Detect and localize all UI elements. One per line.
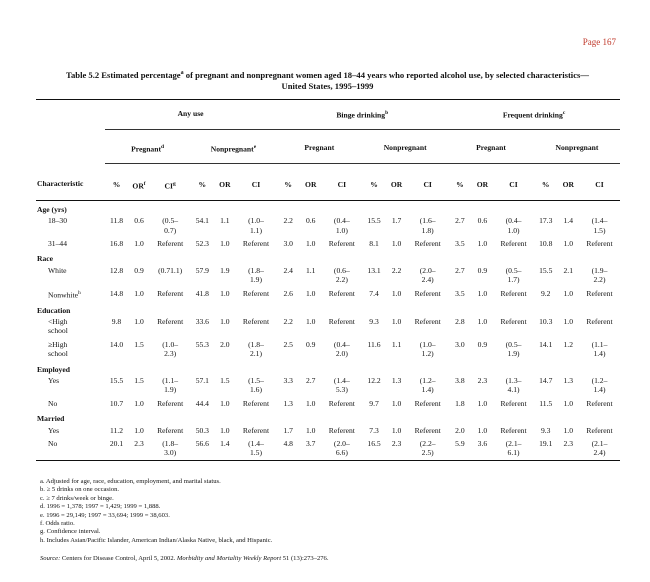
table-cell: 1.0 xyxy=(305,288,316,298)
column-header-label: OR xyxy=(476,179,489,189)
table-cell: Referent xyxy=(157,425,184,435)
table-cell: (0.5– 0.7) xyxy=(162,216,179,235)
table-cell: (1.8– 1.9) xyxy=(248,265,264,285)
page-number: Page 167 xyxy=(582,37,616,47)
table-cell: Referent xyxy=(242,239,270,249)
table-cell: (1.1– 1.9) xyxy=(162,376,179,395)
table-cell: (1.2– 1.4) xyxy=(591,376,608,395)
table-cell: 1.0 xyxy=(391,398,402,408)
column-header-label: OR xyxy=(132,181,144,191)
table-cell: (1.0– 1.2) xyxy=(419,339,436,359)
table-cell: (1.4– 5.3) xyxy=(333,376,350,395)
table-cell: 1.3 xyxy=(283,398,293,408)
table-cell: 1.0 xyxy=(563,317,573,326)
row-label xyxy=(36,237,105,250)
row-label-text: No xyxy=(48,439,58,449)
table-cell: 1.0 xyxy=(477,317,488,326)
column-header-label: % xyxy=(541,179,550,189)
source-suffix: 51 (13):273–276. xyxy=(281,555,329,562)
table-cell: 1.7 xyxy=(283,425,293,435)
column-footnote-marker: f xyxy=(143,180,146,187)
table-cell: Referent xyxy=(586,398,613,408)
column-header xyxy=(214,163,235,200)
column-header-label: CI xyxy=(337,179,347,189)
table-cell: (0.4– 2.0) xyxy=(333,339,350,359)
column-header-label: OR xyxy=(562,179,574,189)
table-cell: 17.3 xyxy=(539,216,553,226)
section-heading: Married xyxy=(37,414,65,424)
table-cell: 2.4 xyxy=(283,265,293,275)
row-label xyxy=(36,214,105,237)
table-cell: Referent xyxy=(414,398,441,408)
table-row xyxy=(36,437,620,460)
table-cell: 4.8 xyxy=(283,439,293,449)
table-cell: 1.8 xyxy=(455,398,465,408)
table-cell: Referent xyxy=(157,398,184,408)
table-cell: 2.0 xyxy=(455,425,465,435)
footnote: f. Odds ratio. xyxy=(40,520,75,528)
column-header xyxy=(534,163,558,200)
table-row xyxy=(36,374,620,397)
column-group-header xyxy=(448,100,620,130)
table-cell: 0.9 xyxy=(477,339,488,349)
table-cell: 1.1 xyxy=(391,339,402,349)
table-cell: (1.4– 1.5) xyxy=(591,216,608,235)
column-header xyxy=(472,163,493,200)
table-cell: (1.2– 1.4) xyxy=(419,376,436,395)
column-subgroup-header xyxy=(362,129,448,163)
table-row xyxy=(36,214,620,237)
column-header xyxy=(191,163,215,200)
table-cell: 2.8 xyxy=(455,317,465,326)
title-footnote-a: a xyxy=(180,70,184,76)
table-cell: 1.0 xyxy=(305,425,316,435)
table-row xyxy=(36,287,620,302)
row-label-text: 31–44 xyxy=(48,239,67,249)
group-footnote-marker: c xyxy=(562,110,566,116)
row-label-text: Yes xyxy=(48,425,60,435)
table-cell: 54.1 xyxy=(195,216,209,226)
table-cell: 2.2 xyxy=(283,317,293,326)
table-cell: 14.1 xyxy=(539,339,553,349)
table-cell: Referent xyxy=(242,425,270,435)
table-cell: 0.9 xyxy=(305,339,316,349)
subgroup-label: Nonpregnant xyxy=(383,142,427,152)
table-cell: (0.5– 1.9) xyxy=(505,339,522,359)
table-cell: 2.1 xyxy=(563,265,573,275)
group-label: Any use xyxy=(177,109,204,118)
table-cell: 1.0 xyxy=(220,398,230,408)
title-line2: United States, 1995–1999 xyxy=(281,80,374,91)
table-cell: (2.1– 6.1) xyxy=(505,439,522,458)
table-cell: Referent xyxy=(328,317,355,326)
column-header-label: % xyxy=(198,179,207,189)
table-cell: 2.5 xyxy=(283,339,293,349)
table-cell: 0.9 xyxy=(134,265,144,275)
table-cell: 3.6 xyxy=(477,439,488,449)
table-cell: 9.3 xyxy=(369,317,379,326)
table-cell: 10.8 xyxy=(539,239,553,249)
table-cell: 15.5 xyxy=(539,265,553,275)
table-cell: 57.1 xyxy=(195,376,209,386)
table-cell: 3.0 xyxy=(455,339,465,349)
table-row xyxy=(36,338,620,361)
table-cell: (1.8– 2.1) xyxy=(248,339,264,359)
table-cell: 1.0 xyxy=(563,288,573,298)
table-cell: (1.5– 1.6) xyxy=(248,376,264,395)
source-citation xyxy=(40,555,329,562)
table-cell: 2.3 xyxy=(391,439,402,449)
table-cell: 55.3 xyxy=(195,339,209,349)
table-cell: 0.6 xyxy=(477,216,488,226)
row-footnote-marker: h xyxy=(77,289,81,296)
column-subgroup-header xyxy=(191,129,277,163)
table-cell: (1.0– 1.1) xyxy=(248,216,264,235)
table-cell: 52.3 xyxy=(195,239,209,249)
column-header-label: OR xyxy=(219,179,231,189)
table-cell: Referent xyxy=(328,239,355,249)
table-cell: Referent xyxy=(157,288,184,298)
column-footnote-marker: g xyxy=(172,180,176,187)
table-cell: 16.5 xyxy=(367,439,381,449)
table-cell: 13.1 xyxy=(367,265,381,275)
title-line1-rest: of pregnant and nonpregnant women aged 18–44 years who reported alcohol use, by selected characteristics— xyxy=(183,69,589,80)
table-row xyxy=(36,264,620,287)
table-cell: 1.0 xyxy=(477,288,488,298)
table-cell: Referent xyxy=(414,239,441,249)
table-cell: 15.5 xyxy=(367,216,381,226)
column-header-label: CI xyxy=(251,179,261,189)
table-cell: Referent xyxy=(328,288,355,298)
column-header xyxy=(105,163,129,200)
table-cell: 1.5 xyxy=(134,376,144,386)
table-title xyxy=(40,68,615,92)
table-cell: 14.7 xyxy=(539,376,553,386)
table-cell: 1.0 xyxy=(563,239,573,249)
alcohol-use-table xyxy=(36,99,620,461)
table-cell: 3.7 xyxy=(305,439,316,449)
row-label-text: 18–30 xyxy=(48,216,67,226)
table-cell: 1.3 xyxy=(391,376,402,386)
table-cell: 3.5 xyxy=(455,239,465,249)
row-label-text: <High school xyxy=(48,317,68,336)
table-cell: (1.8– 3.0) xyxy=(162,439,179,458)
source-prefix: Source: xyxy=(40,555,61,562)
table-cell: Referent xyxy=(500,398,527,408)
table-cell: 7.4 xyxy=(369,288,379,298)
table-cell: (2.1– 2.4) xyxy=(591,439,608,458)
column-header-label: % xyxy=(112,179,121,189)
table-cell: 3.8 xyxy=(455,376,465,386)
table-cell: (1.3– 4.1) xyxy=(505,376,522,395)
table-cell: (0.6– 2.2) xyxy=(333,265,350,285)
table-cell: (1.0– 2.3) xyxy=(162,339,179,359)
table-cell: 2.3 xyxy=(563,439,573,449)
table-cell: 1.0 xyxy=(391,288,402,298)
column-header xyxy=(276,163,300,200)
column-header-label: CI xyxy=(509,179,518,189)
table-row xyxy=(36,424,620,437)
subgroup-footnote-marker: d xyxy=(160,143,165,150)
table-cell: 14.8 xyxy=(109,288,124,298)
table-cell: 1.0 xyxy=(134,317,144,326)
column-header xyxy=(493,163,534,200)
footnote: b. ≥ 5 drinks on one occasion. xyxy=(40,486,120,494)
column-header-label: CI xyxy=(595,179,604,189)
table-cell: 1.0 xyxy=(220,425,230,435)
footnote: e. 1996 = 29,149; 1997 = 33,694; 1999 = 38,603. xyxy=(40,511,170,519)
row-label-text: Nonwhite xyxy=(48,290,78,300)
table-cell: (2.0– 6.6) xyxy=(333,439,350,458)
column-header-label: CI xyxy=(164,181,173,191)
table-cell: Referent xyxy=(414,288,441,298)
row-label-text: No xyxy=(48,398,58,408)
column-header-label: % xyxy=(370,179,378,189)
table-cell: 1.0 xyxy=(563,398,573,408)
table-cell: 9.3 xyxy=(540,425,551,435)
column-header xyxy=(558,163,579,200)
table-cell: 2.2 xyxy=(391,265,402,275)
table-cell: 3.0 xyxy=(283,239,293,249)
table-cell: 1.0 xyxy=(477,398,488,408)
table-cell: Referent xyxy=(500,239,527,249)
table-cell: 1.0 xyxy=(391,239,402,249)
column-header xyxy=(321,163,362,200)
table-cell: Referent xyxy=(328,398,355,408)
row-label-text: White xyxy=(48,265,67,275)
table-cell: Referent xyxy=(242,317,270,326)
table-cell: 0.6 xyxy=(305,216,316,226)
table-cell: Referent xyxy=(500,425,527,435)
table-cell: 10.3 xyxy=(539,317,553,326)
table-cell: 9.8 xyxy=(111,317,122,326)
source-text: Centers for Disease Control, April 5, 2002. xyxy=(60,555,177,562)
table-cell: Referent xyxy=(328,425,355,435)
footnote: h. Includes Asian/Pacific Islander, American Indian/Alaska Native, black, and Hispanic. xyxy=(40,536,273,544)
table-cell: (2.2– 2.5) xyxy=(419,439,436,458)
table-cell: (1.4– 1.5) xyxy=(248,439,264,458)
table-cell: 1.0 xyxy=(477,425,488,435)
row-label xyxy=(36,315,105,338)
table-cell: 8.1 xyxy=(369,239,379,249)
footnote: a. Adjusted for age, race, education, employment, and marital status. xyxy=(40,478,221,485)
row-label xyxy=(36,264,105,287)
column-group-header xyxy=(276,100,448,130)
footnote: d. 1996 = 1,378; 1997 = 1,429; 1999 = 1,888. xyxy=(40,503,161,511)
table-cell: 1.0 xyxy=(563,425,573,435)
table-cell: 2.7 xyxy=(455,216,465,226)
table-cell: 7.3 xyxy=(369,425,379,435)
column-header xyxy=(300,163,321,200)
table-cell: 1.0 xyxy=(305,317,316,326)
column-header xyxy=(150,163,191,200)
table-cell: 2.3 xyxy=(134,439,144,449)
table-cell: 2.7 xyxy=(455,265,465,275)
row-label xyxy=(36,424,105,437)
column-subgroup-header xyxy=(534,129,620,163)
subgroup-footnote-marker: e xyxy=(253,143,257,150)
column-header xyxy=(448,163,472,200)
table-cell: 2.0 xyxy=(220,339,230,349)
table-cell: 1.1 xyxy=(220,216,230,226)
table-cell: (2.0– 2.4) xyxy=(419,265,436,285)
column-header xyxy=(386,163,407,200)
section-heading: Education xyxy=(37,305,71,315)
table-cell: 11.8 xyxy=(109,216,123,226)
subgroup-label: Pregnant xyxy=(476,142,506,152)
subgroup-label: Nonpregnant xyxy=(555,142,599,152)
table-cell: 1.4 xyxy=(220,439,230,449)
table-cell: 1.1 xyxy=(305,265,316,275)
table-cell: (1.1– 1.4) xyxy=(591,339,608,359)
table-cell: 20.1 xyxy=(109,439,124,449)
column-header-label: CI xyxy=(423,179,432,189)
group-footnote-marker: b xyxy=(385,110,389,116)
table-cell: 1.3 xyxy=(563,376,573,386)
table-cell: 1.0 xyxy=(134,239,144,249)
table-cell: Referent xyxy=(414,425,441,435)
table-cell: (0.71.1) xyxy=(158,265,183,275)
row-label xyxy=(36,338,105,361)
table-cell: 1.5 xyxy=(134,339,144,349)
subgroup-label: Pregnant xyxy=(304,142,335,152)
column-subgroup-header xyxy=(276,129,362,163)
row-label xyxy=(36,437,105,460)
table-cell: 0.6 xyxy=(134,216,144,226)
row-label xyxy=(36,374,105,397)
table-cell: 3.5 xyxy=(455,288,465,298)
column-header-label: % xyxy=(284,179,292,189)
column-subgroup-header xyxy=(105,129,191,163)
subgroup-label: Nonpregnant xyxy=(210,144,254,154)
footnote: g. Confidence interval. xyxy=(40,528,101,536)
table-cell: 11.5 xyxy=(539,398,553,408)
table-cell: 1.0 xyxy=(391,317,402,326)
table-cell: 1.0 xyxy=(305,239,316,249)
table-cell: (0.5– 1.7) xyxy=(505,265,522,285)
table-cell: 11.2 xyxy=(109,425,123,435)
table-cell: 1.0 xyxy=(220,288,230,298)
group-label: Binge drinking xyxy=(336,110,386,120)
table-cell: Referent xyxy=(586,239,613,249)
table-cell: 1.4 xyxy=(563,216,573,226)
table-cell: 1.7 xyxy=(391,216,402,226)
table-cell: 2.6 xyxy=(283,288,293,298)
table-cell: 2.7 xyxy=(305,376,316,386)
table-cell: 1.0 xyxy=(305,398,316,408)
column-header xyxy=(579,163,620,200)
column-group-header xyxy=(105,100,277,130)
column-header xyxy=(407,163,448,200)
table-cell: Referent xyxy=(242,398,270,408)
table-row xyxy=(36,237,620,250)
table-cell: 44.4 xyxy=(195,398,209,408)
table-cell: 5.9 xyxy=(455,439,465,449)
table-cell: (1.9– 2.2) xyxy=(591,265,608,285)
table-cell: Referent xyxy=(414,317,441,326)
table-cell: Referent xyxy=(586,288,613,298)
table-cell: Referent xyxy=(586,317,613,326)
table-cell: 3.3 xyxy=(283,376,293,386)
table-cell: 11.6 xyxy=(367,339,381,349)
table-cell: 33.6 xyxy=(195,317,209,326)
table-cell: Referent xyxy=(586,425,613,435)
row-label-text: Yes xyxy=(48,376,60,386)
section-heading: Race xyxy=(37,254,54,264)
table-row xyxy=(36,397,620,410)
table-cell: Referent xyxy=(157,317,184,326)
table-cell: 14.0 xyxy=(109,339,124,349)
column-header xyxy=(236,163,277,200)
table-cell: 19.1 xyxy=(539,439,553,449)
row-label xyxy=(36,397,105,410)
table-cell: 1.0 xyxy=(220,317,230,326)
column-header-label: OR xyxy=(390,179,403,189)
table-cell: (0.4– 1.0) xyxy=(505,216,522,235)
column-header-label: % xyxy=(456,179,464,189)
table-cell: 56.6 xyxy=(195,439,209,449)
column-header xyxy=(362,163,386,200)
table-cell: 1.0 xyxy=(134,288,144,298)
table-cell: 1.0 xyxy=(477,239,488,249)
table-cell: 9.2 xyxy=(540,288,551,298)
table-cell: Referent xyxy=(242,288,270,298)
table-cell: (0.4– 1.0) xyxy=(333,216,350,235)
footnotes xyxy=(40,478,272,545)
table-cell: 1.2 xyxy=(563,339,573,349)
section-heading: Employed xyxy=(37,364,70,374)
table-cell: 16.8 xyxy=(109,239,124,249)
source-journal: Morbidity and Mortality Weekly Report xyxy=(176,555,282,562)
table-cell: 10.7 xyxy=(109,398,124,408)
table-cell: 50.3 xyxy=(195,425,209,435)
table-cell: 12.2 xyxy=(367,376,381,386)
column-header-label: OR xyxy=(305,179,317,189)
column-subgroup-header xyxy=(448,129,534,163)
column-header-characteristic: Characteristic xyxy=(37,179,84,189)
subgroup-label: Pregnant xyxy=(131,144,161,154)
table-cell: 1.0 xyxy=(134,425,144,435)
table-row xyxy=(36,315,620,338)
section-heading: Age (yrs) xyxy=(37,204,67,214)
table-cell: 12.8 xyxy=(109,265,124,275)
row-label-text: ≥High school xyxy=(48,339,68,359)
table-cell: (1.6– 1.8) xyxy=(419,216,436,235)
table-cell: 41.8 xyxy=(195,288,209,298)
table-cell: 1.0 xyxy=(134,398,144,408)
row-label xyxy=(36,287,105,302)
table-cell: 1.0 xyxy=(220,239,230,249)
table-cell: 15.5 xyxy=(109,376,124,386)
footnote: c. ≥ 7 drinks/week or binge. xyxy=(40,494,114,502)
table-cell: Referent xyxy=(500,317,527,326)
table-cell: 57.9 xyxy=(195,265,209,275)
table-cell: Referent xyxy=(500,288,527,298)
table-cell: 2.2 xyxy=(283,216,293,226)
table-cell: 1.0 xyxy=(391,425,402,435)
table-cell: 1.9 xyxy=(220,265,230,275)
table-cell: Referent xyxy=(157,239,184,249)
group-label: Frequent drinking xyxy=(502,110,563,120)
table-cell: 2.3 xyxy=(477,376,488,386)
title-lead: Table 5.2 Estimated percentage xyxy=(66,69,181,80)
table-cell: 9.7 xyxy=(369,398,379,408)
column-header xyxy=(128,163,149,200)
table-cell: 0.9 xyxy=(477,265,488,275)
table-cell: 1.5 xyxy=(220,376,230,386)
